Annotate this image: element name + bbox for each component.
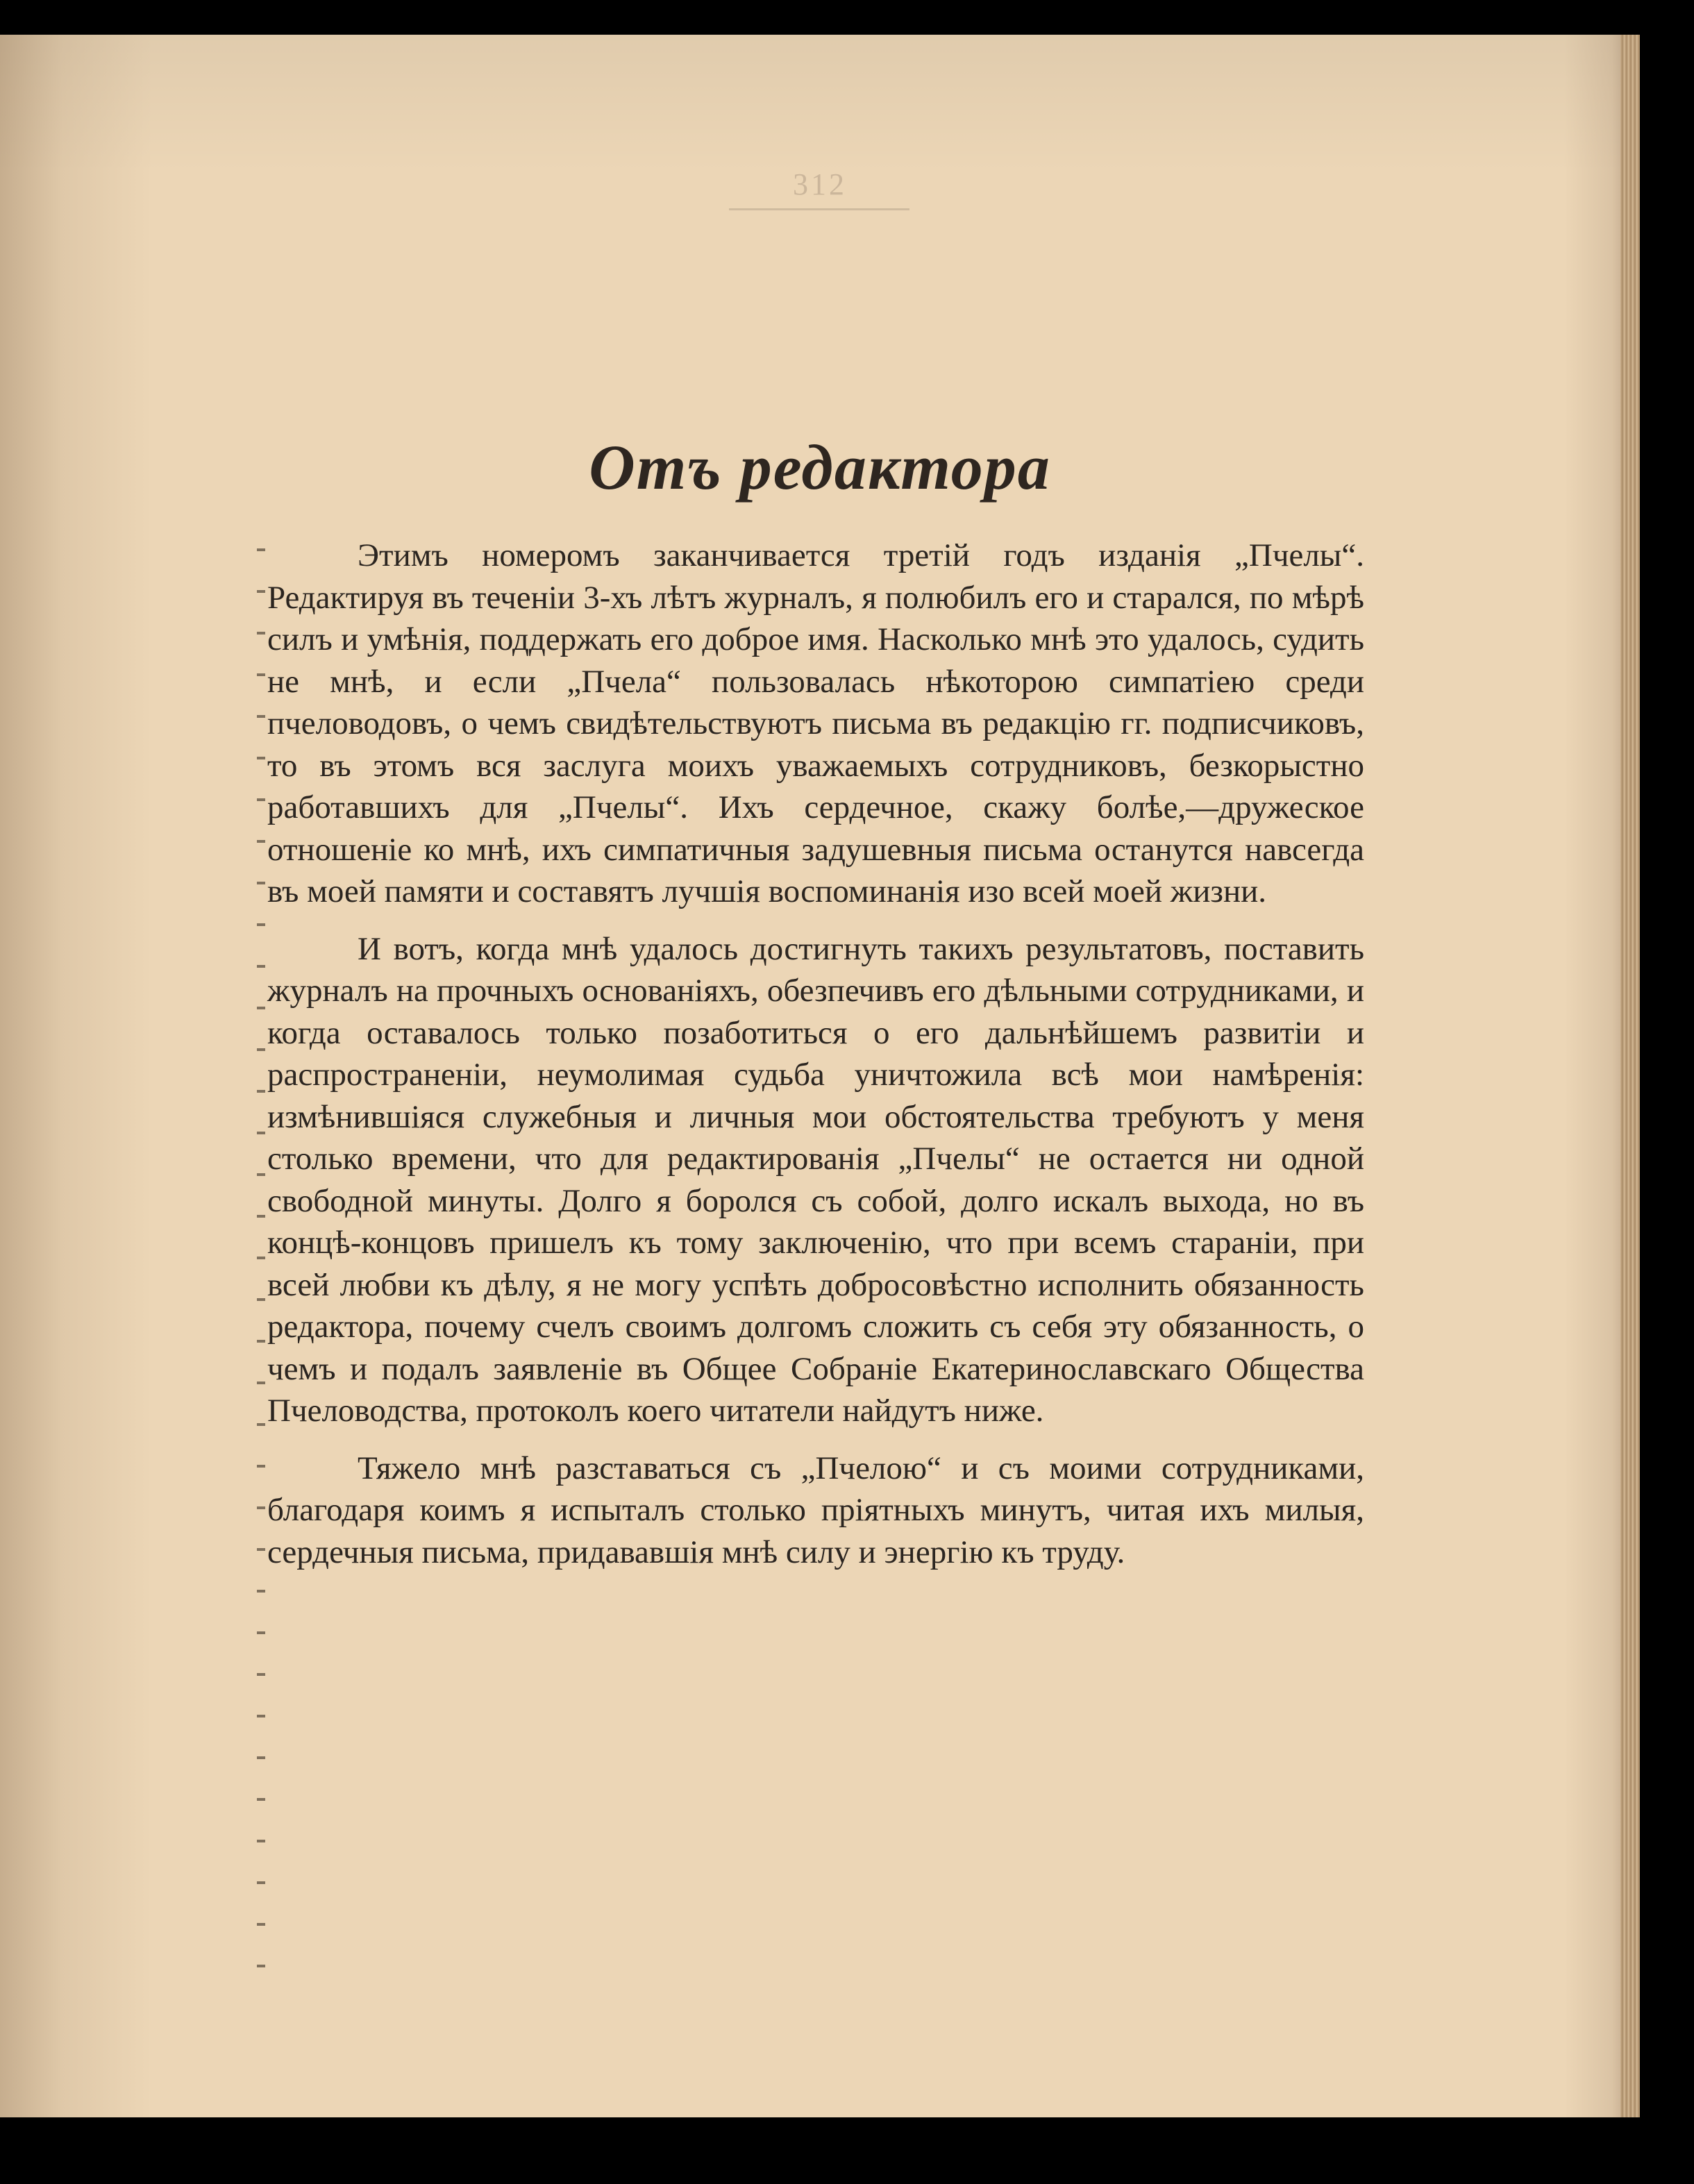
paragraph-1: Этимъ номеромъ заканчивается третій годъ изданія „Пчелы“. Редактируя въ теченіи 3-хъ лѣтъ журналъ, я полюбилъ его и старался, по мѣрѣ силъ и умѣнія, поддержать его доброе имя. Насколько мнѣ это удалось, судить не мнѣ, и если „Пчела“ пользовалась нѣкоторою симпатіею среди пчеловодовъ, о чемъ свидѣтельствуютъ письма въ редакцію гг. подписчиковъ, то въ этомъ вся заслуга моихъ уважаемыхъ сотрудниковъ, безкорыстно работавшихъ для „Пчелы“. Ихъ сердечное, скажу болѣе,—дружеское отношеніе ко мнѣ, ихъ симпатичныя задушевныя письма останутся навсегда въ моей памяти и составятъ лучшія воспоминанія изо всей моей жизни.	[267, 537, 1364, 909]
paragraph-3: Тяжело мнѣ разставаться съ „Пчелою“ и съ моими сотрудниками, благодаря коимъ я испыталъ столько пріятныхъ минутъ, читая ихъ милыя, сердечныя письма, придававшія мнѣ силу и энергію къ труду.	[267, 1450, 1364, 1570]
page-edge	[1620, 35, 1640, 2117]
page-number: 312	[793, 167, 847, 201]
book-page	[0, 35, 1640, 2117]
paragraph-2: И вотъ, когда мнѣ удалось достигнуть такихъ результатовъ, поставить журналъ на прочныхъ основаніяхъ, обезпечивъ его дѣльными сотрудниками, и когда оставалось только позаботиться о его дальнѣйшемъ развитіи и распространеніи, неумолимая судьба уничтожила всѣ мои намѣренія: измѣнившіяся служебныя и личныя мои обстоятельства требуютъ у меня столько времени, что для редактированія „Пчелы“ не остается ни одной свободной минуты. Долго я боролся съ собой, долго искалъ выхода, но въ концѣ-концовъ пришелъ къ тому заключенію, что при всемъ стараніи, при всей любви къ дѣлу, я не могу успѣть добросовѣстно исполнить обязанность редактора, почему счелъ своимъ долгомъ сложить съ себя эту обязанность, о чемъ и подалъ заявленіе въ Общее Собраніе Екатеринославскаго Общества Пчеловодства, протоколъ коего читатели найдутъ ниже.	[267, 930, 1364, 1429]
article-body	[267, 535, 1364, 1588]
article-title: Отъ редактора	[589, 432, 1051, 503]
page-number-rule	[729, 208, 909, 210]
margin-marks	[257, 548, 265, 2006]
